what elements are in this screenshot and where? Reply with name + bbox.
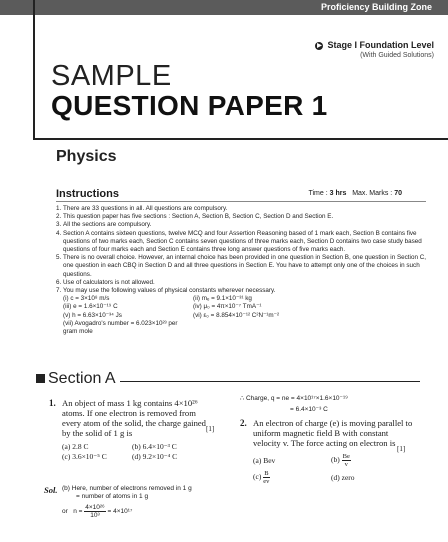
option-d: (d) 9.2×10⁻⁴ C [132,452,178,461]
option-c: (c) 3.6×10⁻⁵ C [62,452,107,461]
numerator: B [264,470,269,477]
option-d: (d) zero [331,472,355,482]
question-mark: [1] [206,425,215,433]
divider [56,201,426,202]
numerator: Be [342,453,350,460]
constant-value: (i) c = 3×10⁸ m/s [63,295,110,303]
options [62,442,212,462]
charge-result: = 6.4×10⁻³ C [290,406,328,413]
item-number: 5. [56,254,62,262]
item-text: There is no overall choice. However, an internal choice has been provided in one question in Section B, one question in Section C, one question in each CBQ in Section D and all three questions in Section E. You have to attempt only one of the choices in such questions. [63,254,426,278]
solution-equation [62,504,192,519]
charge-line: ∴ Charge, q = ne = 4×10¹⁷×1.6×10⁻¹⁹ [240,395,348,402]
item-text: You may use the following values of physical constants wherever necessary. [63,287,276,295]
item-text: This question paper has five sections : Section A, Section B, Section C, Section D and Section E. [63,213,334,221]
fraction [342,453,351,468]
instruction-item [56,287,432,295]
stage-text: Stage I Foundation Level [327,40,434,50]
denominator: v [344,461,348,468]
option-a: (a) 2.8 C [62,442,89,451]
denominator: 10³ [90,512,100,519]
title-paper: QUESTION PAPER 1 [51,90,328,121]
solution-line: (b) Here, number of electrons removed in 1 g [62,485,192,492]
time-marks [308,190,402,197]
option-prefix: (c) [253,472,262,482]
marks-label: Max. Marks : [352,190,395,197]
item-text: Section A contains sixteen questions, twelve MCQ and four Assertion Reasoning based of 1 mark each, Section B contains five questions of two marks each, Section C contains seven questions of three marks each, Section D contains two case study based questions of four marks each and Section E contains three long answer questions of five marks each. [63,229,422,254]
time-label: Time : [308,190,330,197]
constant-value: (v) h = 6.63×10⁻³⁴ Js [63,311,122,319]
constant-value: (iii) e = 1.6×10⁻¹⁹ C [63,303,118,311]
constant-value: (iv) μ₀ = 4π×10⁻⁷ TmA⁻¹ [193,303,262,311]
question-body: An electron of charge (e) is moving parallel to uniform magnetic field B with constant velocity v. The force acting on electron is [253,418,413,448]
fraction [263,470,269,485]
constant-value: (vii) Avogadro's number = 6.023×10²³ per gram mole [63,319,178,336]
time-value: 3 hrs [329,190,347,197]
instruction-item [56,221,432,229]
section-rule [120,381,420,382]
instruction-item [56,254,432,279]
option-c [253,470,331,485]
guided-label: (With Guided Solutions) [360,52,434,59]
solution-label: Sol. [44,485,58,495]
instructions-heading: Instructions [56,188,119,200]
question-number: 1. [49,398,56,408]
item-text: There are 33 questions in all. All questions are compulsory. [63,205,228,212]
fraction [84,504,105,519]
instruction-item [56,279,432,287]
item-number: 2. [56,213,62,221]
constants-grid [56,295,432,336]
numerator: 4×10²⁶ [85,504,105,511]
constant-value: (vi) ε₀ = 8.854×10⁻¹² C²N⁻¹m⁻² [193,311,280,319]
item-number: 1. [56,205,62,212]
section-title: Section A [48,370,116,387]
constant-value: (ii) mₑ = 9.1×10⁻³¹ kg [193,295,252,303]
option-prefix: (b) [331,455,340,465]
subject-title: Physics [56,148,117,165]
question-text [62,398,215,462]
stage-label [315,40,434,50]
instruction-item [56,205,432,213]
item-number: 3. [56,221,62,229]
zone-label: Proficiency Building Zone [320,2,432,12]
solution-line: = number of atoms in 1 g [76,493,149,500]
options [253,453,413,485]
item-number: 7. [56,287,62,295]
item-number: 6. [56,278,62,286]
option-a: (a) Bev [253,455,276,465]
option-b: (b) 6.4×10⁻³ C [132,442,177,451]
square-bullet-icon [36,374,45,383]
question-text [253,418,413,485]
or-label: or [62,508,68,516]
question-mark: [1] [397,445,406,453]
question-number: 2. [240,418,247,428]
equation-lhs: n = [73,508,83,516]
item-text: All the sections are compulsory. [63,221,152,229]
option-b [331,453,401,468]
question-body: An object of mass 1 kg contains 4×10²⁶ atoms. If one electron is removed from every atom of the solid, the charge gained by the solid of 1 g is [62,398,206,438]
item-text: Use of calculators is not allowed. [63,278,155,286]
title-sample: SAMPLE [51,60,172,92]
instruction-item [56,213,432,221]
item-number: 4. [56,229,62,237]
denominator: ev [263,478,270,485]
equation-result: = 4×10¹⁷ [107,508,133,516]
instruction-item [56,230,432,255]
section-heading [36,370,116,388]
instructions-list [56,205,432,336]
marks-value: 70 [394,190,402,197]
play-icon: ▶ [317,42,322,49]
solution-text [62,485,192,519]
